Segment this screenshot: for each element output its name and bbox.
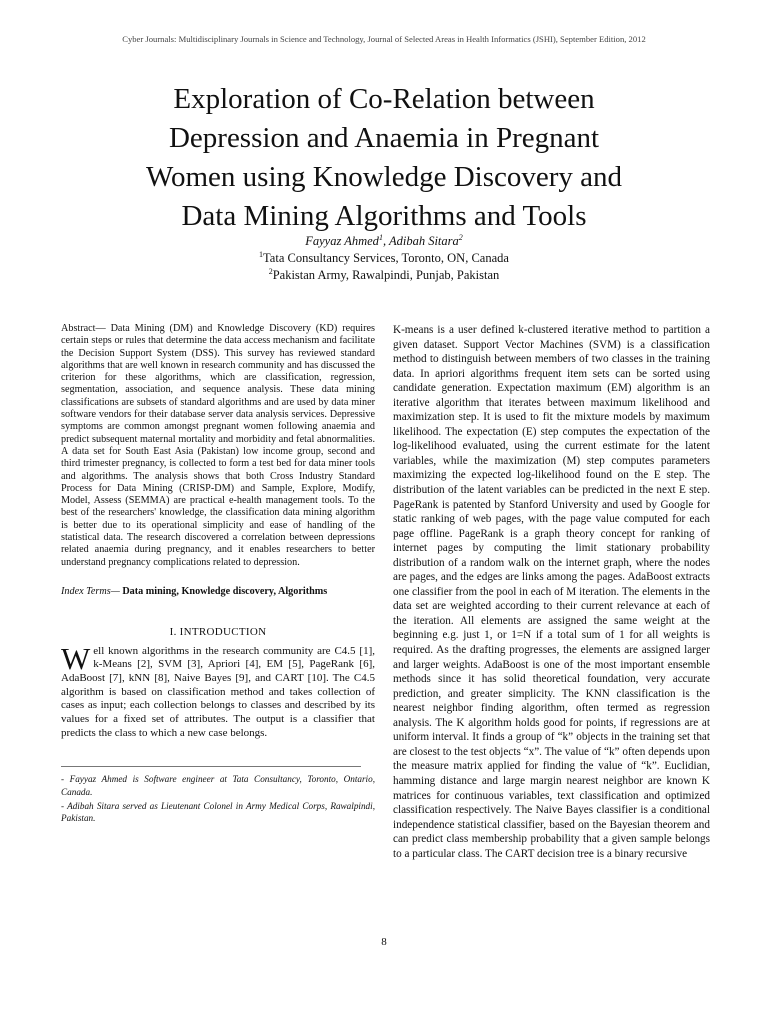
footnotes: [61, 773, 375, 824]
affiliation: [60, 263, 708, 284]
index-terms-list: Data mining, Knowledge discovery, Algorithms: [122, 585, 328, 597]
affiliation-text: Pakistan Army, Rawalpindi, Punjab, Pakistan: [272, 268, 500, 283]
author-name: Adibah Sitara: [388, 234, 459, 249]
index-terms-label: Index Terms—: [61, 585, 123, 597]
section-heading: I. INTRODUCTION: [169, 626, 267, 639]
left-column: [61, 323, 375, 827]
paper-title: [60, 80, 708, 236]
title-line: Depression and Anaemia in Pregnant: [168, 122, 600, 154]
footnote: - Adibah Sitara served as Lieutenant Colonel in Army Medical Corps, Rawalpindi, Pakistan.: [61, 801, 375, 824]
page-number: 8: [381, 936, 387, 948]
affiliation-superscript: 2: [268, 267, 273, 276]
body-paragraph: K-means is a user defined k-clustered iterative method to partition a given dataset. Support Vector Machines (SVM) is a classification method to distinguish between members of two classes in the training data. In apriori algorithms frequent item sets can be sorted using candidate generation. Expectation maximum (EM) algorithm is an iterative algorithm that iterates between maximum likelihood and maximization step. It is used to fit the mixture models by maximum likelihood. The expectation (E) step computes the expectation of the log-likelihood evaluated, using the current estimate for the latent variables, while the maximization (M) step computes parameters maximizing the expected log-likelihood found on the E step. The distribution of the latent variables can be predicted in the next E step. PageRank is patented by Stanford University and used by Google for static ranking of web pages, with the page value computed for each page offline. PageRank is a graph theory concept for ranking of internet pages by computing the limit stationary probability distribution of a random walk on the internet graph, where the nodes are pages, and the edges are links among the pages. AdaBoost extracts one classifier from the pool in each of M iteration. The elements in the data set are weighted according to their current relevance at each of the iteration. All elements are assigned the same weight at the beginning e.g. just 1, or 1=N if a total sum of 1 for all weights is required. As the drafting progresses, the elements are assigned larger and larger weights. AdaBoost is one of the most important ensemble methods since it has solid theoretical foundation, very accurate prediction, and greater simplicity. The KNN classification is the nearest neighbor finding algorithm, often termed as regression analysis. The K algorithm holds good for points, if regressions are at uniform interval. It finds a group of “k” objects in the training set that are closest to the test objects “x”. The value of “k” often depends upon the measure matrix applied for finding the value of “k”. Euclidian, hamming distance and large margin nearest neighbor are known K matrices for continuous variables, text classification and optimized classification respectively. The Naive Bayes classifier is a conditional independence statistical classifier, based on the Bayesian theorem and can predict class membership probability that a given sample belongs to a particular class. The CART decision tree is a binary recursive: [393, 324, 710, 860]
introduction-text: ell known algorithms in the research community are C4.5 [1], k-Means [2], SVM [3], Apriori [4], EM [5], PageRank [6], AdaBoost [7], kNN [8], Naive Bayes [9], and CART [10]. The C4.5 algorithm is based on classification method and takes collection of cases as input; each collection belongs to classes and described by its values for a fixed set of attributes. The output is a classifier that predicts the class to which a new case belongs.: [61, 644, 375, 739]
title-line: Women using Knowledge Discovery and: [145, 161, 623, 193]
right-column: [393, 323, 710, 861]
author-separator: ,: [382, 234, 389, 249]
footnote: - Fayyaz Ahmed is Software engineer at Tata Consultancy, Toronto, Ontario, Canada.: [61, 774, 375, 797]
affiliation-superscript: 1: [259, 250, 264, 259]
drop-cap: W: [61, 640, 91, 676]
abstract: Abstract— Data Mining (DM) and Knowledge Discovery (KD) requires certain steps or rules that determine the data access mechanism and facilitate the Decision Support System (DSS). This survey has reviewed standard algorithms that are well known in research community and has discussed the criterion for these algorithms, which are classification, regression, segmentation, association, and sequence analysis. These data mining classifications are subsets of standard algorithms and are used by data miner software vendors for their database server data analysis services. Depressive symptoms are common amongst pregnant women following anaemia and predict subsequent maternal mortality and morbidity and fetal abnormalities. A data set for South East Asia (Pakistan) low income group, second and third trimester pregnancy, is collected to form a test bed for data miner tools and algorithms. The analysis shows that both Cross Industry Standard Process for Data Mining (CRISP-DM) and Sample, Explore, Modify, Model, Assess (SEMMA) are practical e-health management tools. To the best of the researchers' knowledge, the classification data mining algorithm is better due to its operational simplicity and ease of handling of the statistical data. The research discovered a correlation between depressions related anaemia during pregnancy, and it enables researchers to better understand pregnancy complications related to depression.: [61, 323, 375, 568]
title-line: Data Mining Algorithms and Tools: [181, 200, 587, 232]
introduction-paragraph: [61, 640, 375, 741]
index-terms: [61, 586, 375, 598]
author-superscript: 2: [458, 233, 463, 242]
footnote-divider: [61, 766, 361, 767]
affiliation-text: Tata Consultancy Services, Toronto, ON, Canada: [263, 251, 509, 266]
running-header: Cyber Journals: Multidisciplinary Journals in Science and Technology, Journal of Selected Areas in Health Informatics (JSHI), September Edition, 2012: [122, 34, 646, 44]
title-line: Exploration of Co-Relation between: [173, 83, 595, 115]
author-superscript: 1: [378, 233, 383, 242]
author-name: Fayyaz Ahmed: [305, 234, 379, 249]
